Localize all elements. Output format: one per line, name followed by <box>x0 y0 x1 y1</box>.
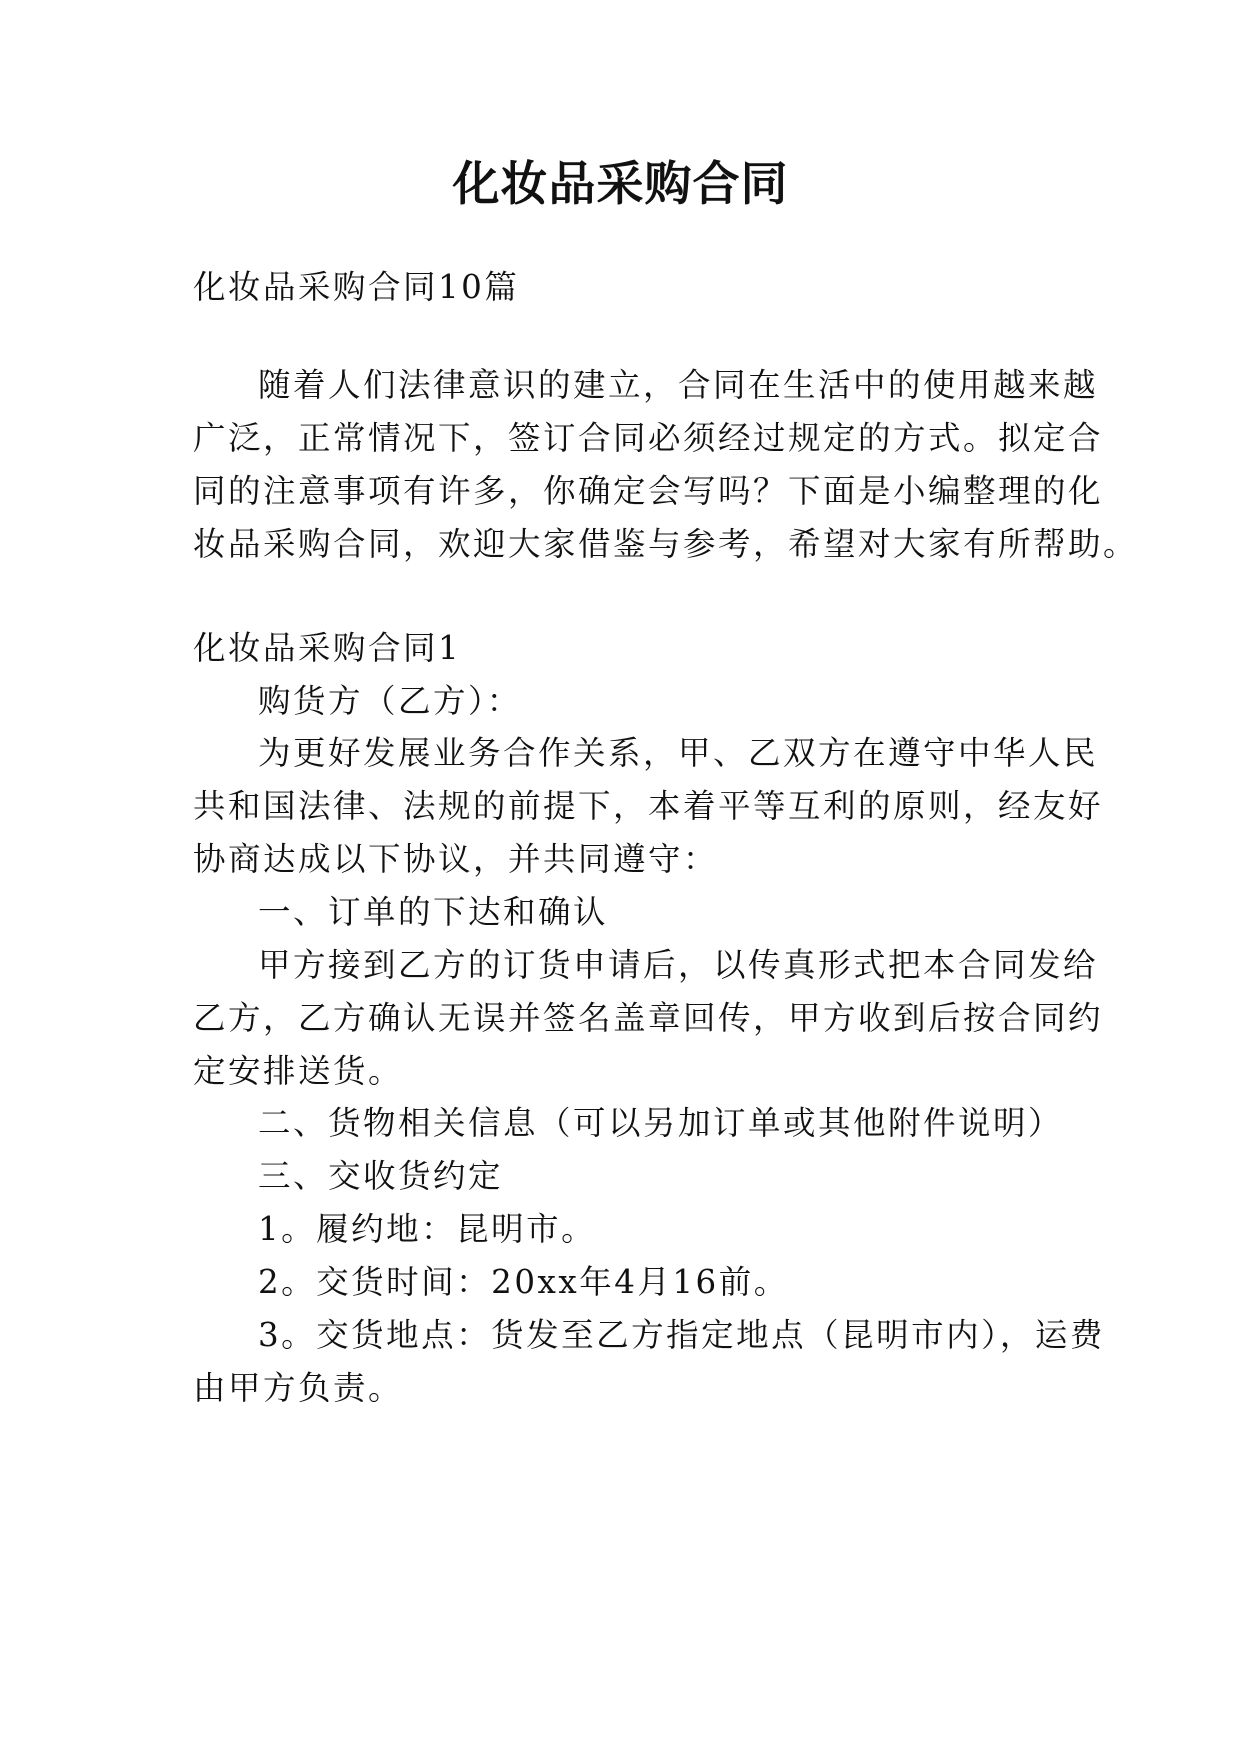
body-line: 3。交货地点：货发至乙方指定地点（昆明市内），运费 <box>258 1316 1105 1354</box>
body-line: 1。履约地：昆明市。 <box>258 1210 597 1248</box>
body-line: 2。交货时间：20xx年4月16前。 <box>258 1263 789 1301</box>
body-line: 定安排送货。 <box>193 1052 404 1090</box>
intro-line: 同的注意事项有许多，你确定会写吗？下面是小编整理的化 <box>193 472 1104 510</box>
body-line: 三、交收货约定 <box>258 1157 504 1195</box>
body-line: 甲方接到乙方的订货申请后，以传真形式把本合同发给 <box>258 946 1099 984</box>
body-line: 协商达成以下协议，并共同遵守： <box>193 840 719 878</box>
intro-line: 妆品采购合同，欢迎大家借鉴与参考，希望对大家有所帮助。 <box>193 525 1139 563</box>
body-line: 由甲方负责。 <box>193 1369 404 1407</box>
body-line: 乙方，乙方确认无误并签名盖章回传，甲方收到后按合同约 <box>193 999 1104 1037</box>
section-heading: 化妆品采购合同1 <box>193 629 462 667</box>
body-line: 为更好发展业务合作关系，甲、乙双方在遵守中华人民 <box>258 734 1099 772</box>
document-title: 化妆品采购合同 <box>452 157 789 212</box>
intro-line: 随着人们法律意识的建立，合同在生活中的使用越来越 <box>258 366 1099 404</box>
intro-line: 广泛，正常情况下，签订合同必须经过规定的方式。拟定合 <box>193 419 1104 457</box>
body-line: 共和国法律、法规的前提下，本着平等互利的原则，经友好 <box>193 787 1104 825</box>
body-line: 二、货物相关信息（可以另加订单或其他附件说明） <box>258 1104 1064 1142</box>
document-subtitle: 化妆品采购合同10篇 <box>193 268 520 306</box>
body-line: 购货方（乙方）： <box>258 682 522 720</box>
body-line: 一、订单的下达和确认 <box>258 893 609 931</box>
